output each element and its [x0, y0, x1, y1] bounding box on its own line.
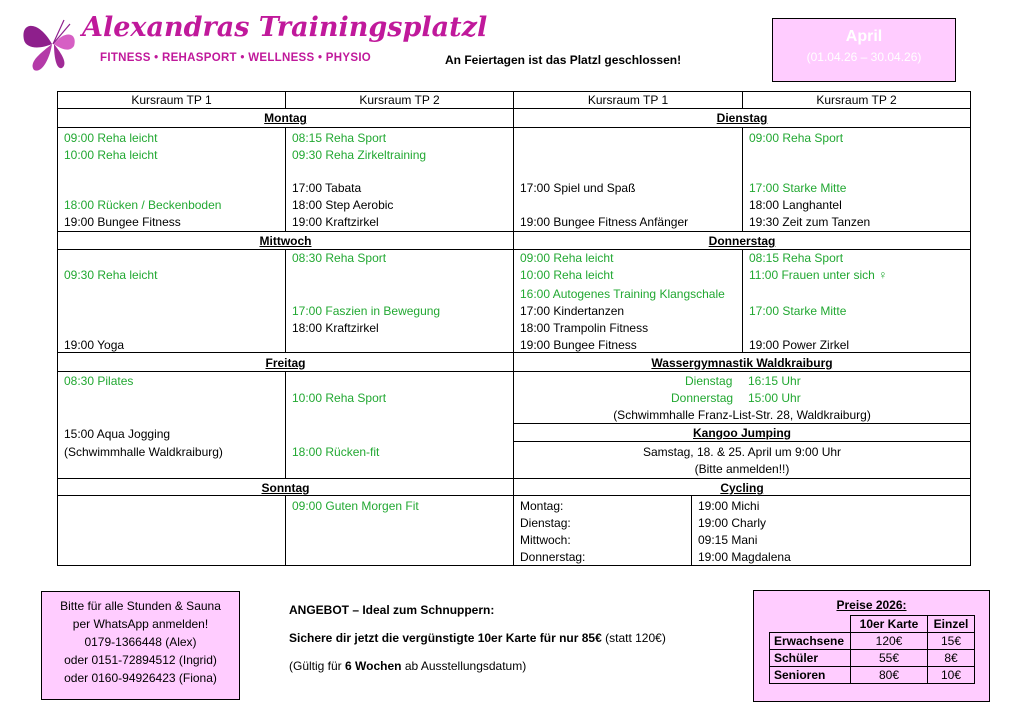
price-value: 15€ — [928, 633, 975, 650]
class-entry: 19:30 Zeit zum Tanzen — [749, 215, 871, 229]
class-entry: 09:00 Reha leicht — [64, 131, 158, 145]
column-header: Kursraum TP 2 — [359, 93, 440, 107]
class-entry: 08:30 Reha Sport — [292, 251, 387, 265]
price-value: 120€ — [851, 633, 928, 650]
class-entry: 10:00 Reha leicht — [520, 268, 614, 282]
class-entry: 16:00 Autogenes Training Klangschale — [520, 287, 725, 301]
validity-text: ab Ausstellungsdatum) — [401, 659, 527, 673]
class-entry: 09:00 Reha leicht — [520, 251, 614, 265]
day-tuesday: Dienstag — [716, 111, 768, 125]
class-entry: 08:30 Pilates — [64, 374, 134, 388]
offer-regular-price: (statt 120€) — [601, 631, 666, 645]
class-entry: 17:00 Kindertanzen — [520, 304, 625, 318]
class-entry: 18:00 Rücken / Beckenboden — [64, 198, 222, 212]
day-friday: Freitag — [265, 356, 306, 370]
water-time: 15:00 Uhr — [748, 391, 801, 405]
date-range: (01.04.26 – 30.04.26) — [806, 50, 922, 64]
class-entry: 19:00 Bungee Fitness — [520, 338, 637, 352]
contact-line: per WhatsApp anmelden! — [72, 617, 209, 631]
logo-title: Alexandras Trainingsplatzl — [82, 12, 488, 43]
class-entry: 17:00 Starke Mitte — [749, 181, 847, 195]
class-entry: 19:00 Power Zirkel — [749, 338, 850, 352]
contact-line: oder 0160-94926423 (Fiona) — [64, 671, 217, 685]
schedule-table — [57, 91, 971, 566]
slot-cell — [285, 371, 514, 479]
class-entry: (Schwimmhalle Waldkraiburg) — [64, 445, 223, 459]
class-entry: 18:00 Step Aerobic — [292, 198, 394, 212]
month-box — [772, 18, 956, 82]
contact-line: oder 0151-72894512 (Ingrid) — [64, 653, 217, 667]
cycling-time: 19:00 Magdalena — [698, 550, 791, 564]
empty-cell — [770, 616, 851, 633]
table-row — [770, 667, 975, 684]
class-entry: 19:00 Yoga — [64, 338, 125, 352]
class-entry: 09:30 Reha leicht — [64, 268, 158, 282]
offer-block — [289, 603, 666, 673]
class-entry: 17:00 Spiel und Spaß — [520, 181, 636, 195]
price-value: 10€ — [928, 667, 975, 684]
class-entry: 10:00 Reha leicht — [64, 148, 158, 162]
cycling-time: 09:15 Mani — [698, 533, 758, 547]
column-header: Kursraum TP 2 — [816, 93, 897, 107]
kangoo-line: Samstag, 18. & 25. April um 9:00 Uhr — [642, 445, 842, 459]
price-value: 80€ — [851, 667, 928, 684]
butterfly-logo-icon — [18, 14, 88, 74]
price-value: 8€ — [928, 650, 975, 667]
table-row — [770, 650, 975, 667]
prices-box — [753, 590, 990, 702]
cycling-time: 19:00 Michi — [698, 499, 760, 513]
offer-highlight: Sichere dir jetzt die vergünstigte 10er Karte für nur 85€ — [289, 631, 602, 645]
class-entry: 19:00 Bungee Fitness — [64, 215, 181, 229]
offer-validity — [289, 659, 666, 673]
prices-table — [769, 615, 975, 684]
column-header: Kursraum TP 1 — [131, 93, 212, 107]
class-entry: 11:00 Frauen unter sich ♀ — [749, 268, 888, 282]
offer-line — [289, 631, 666, 645]
class-entry: 09:30 Reha Zirkeltraining — [292, 148, 427, 162]
contact-line: Bitte für alle Stunden & Sauna — [60, 599, 221, 613]
water-time: 16:15 Uhr — [748, 374, 801, 388]
holiday-notice: An Feiertagen ist das Platzl geschlossen! — [445, 53, 682, 67]
water-location: (Schwimmhalle Franz-List-Str. 28, Waldkraiburg) — [613, 408, 871, 422]
class-entry: 18:00 Kraftzirkel — [292, 321, 379, 335]
class-entry: 17:00 Tabata — [292, 181, 362, 195]
validity-text: (Gültig für — [289, 659, 346, 673]
day-sunday: Sonntag — [261, 481, 310, 495]
cycling-time: 19:00 Charly — [698, 516, 767, 530]
day-thursday: Donnerstag — [708, 234, 776, 248]
contact-box — [41, 591, 240, 700]
table-row — [770, 633, 975, 650]
class-entry: 08:15 Reha Sport — [749, 251, 844, 265]
price-header: Einzel — [928, 616, 975, 633]
class-entry: 18:00 Rücken-fit — [292, 445, 380, 459]
class-entry: 19:00 Bungee Fitness Anfänger — [520, 215, 689, 229]
kangoo-line: (Bitte anmelden!!) — [694, 462, 790, 476]
table-row — [770, 616, 975, 633]
class-entry: 09:00 Guten Morgen Fit — [292, 499, 419, 513]
class-entry: 18:00 Trampolin Fitness — [520, 321, 649, 335]
price-header: 10er Karte — [851, 616, 928, 633]
class-entry: 09:00 Reha Sport — [749, 131, 844, 145]
class-entry: 18:00 Langhantel — [749, 198, 842, 212]
cycling-title: Cycling — [720, 481, 764, 495]
water-day: Donnerstag — [671, 391, 734, 405]
class-entry: 08:15 Reha Sport — [292, 131, 387, 145]
prices-title: Preise 2026: — [836, 598, 907, 612]
contact-line: 0179-1366448 (Alex) — [84, 635, 197, 649]
day-monday: Montag — [264, 111, 307, 125]
price-label: Senioren — [770, 667, 851, 684]
class-entry: 17:00 Faszien in Bewegung — [292, 304, 441, 318]
cycling-day: Donnerstag: — [520, 550, 586, 564]
month-label: April — [845, 28, 883, 45]
class-entry: 10:00 Reha Sport — [292, 391, 387, 405]
water-title: Wassergymnastik Waldkraiburg — [651, 356, 833, 370]
slot-cell — [57, 495, 286, 566]
water-day: Dienstag — [685, 374, 733, 388]
cycling-day: Dienstag: — [520, 516, 571, 530]
offer-title: ANGEBOT – Ideal zum Schnuppern: — [289, 603, 495, 617]
logo-subtitle: FITNESS • REHASPORT • WELLNESS • PHYSIO — [100, 52, 372, 64]
price-label: Schüler — [770, 650, 851, 667]
cycling-day: Montag: — [520, 499, 564, 513]
class-entry: 15:00 Aqua Jogging — [64, 427, 171, 441]
price-label: Erwachsene — [770, 633, 851, 650]
class-entry: 17:00 Starke Mitte — [749, 304, 847, 318]
column-header: Kursraum TP 1 — [587, 93, 669, 107]
price-value: 55€ — [851, 650, 928, 667]
class-entry: 19:00 Kraftzirkel — [292, 215, 379, 229]
validity-duration: 6 Wochen — [345, 659, 402, 673]
cycling-day: Mittwoch: — [520, 533, 571, 547]
day-wednesday: Mittwoch — [259, 234, 312, 248]
kangoo-title: Kangoo Jumping — [693, 426, 791, 440]
